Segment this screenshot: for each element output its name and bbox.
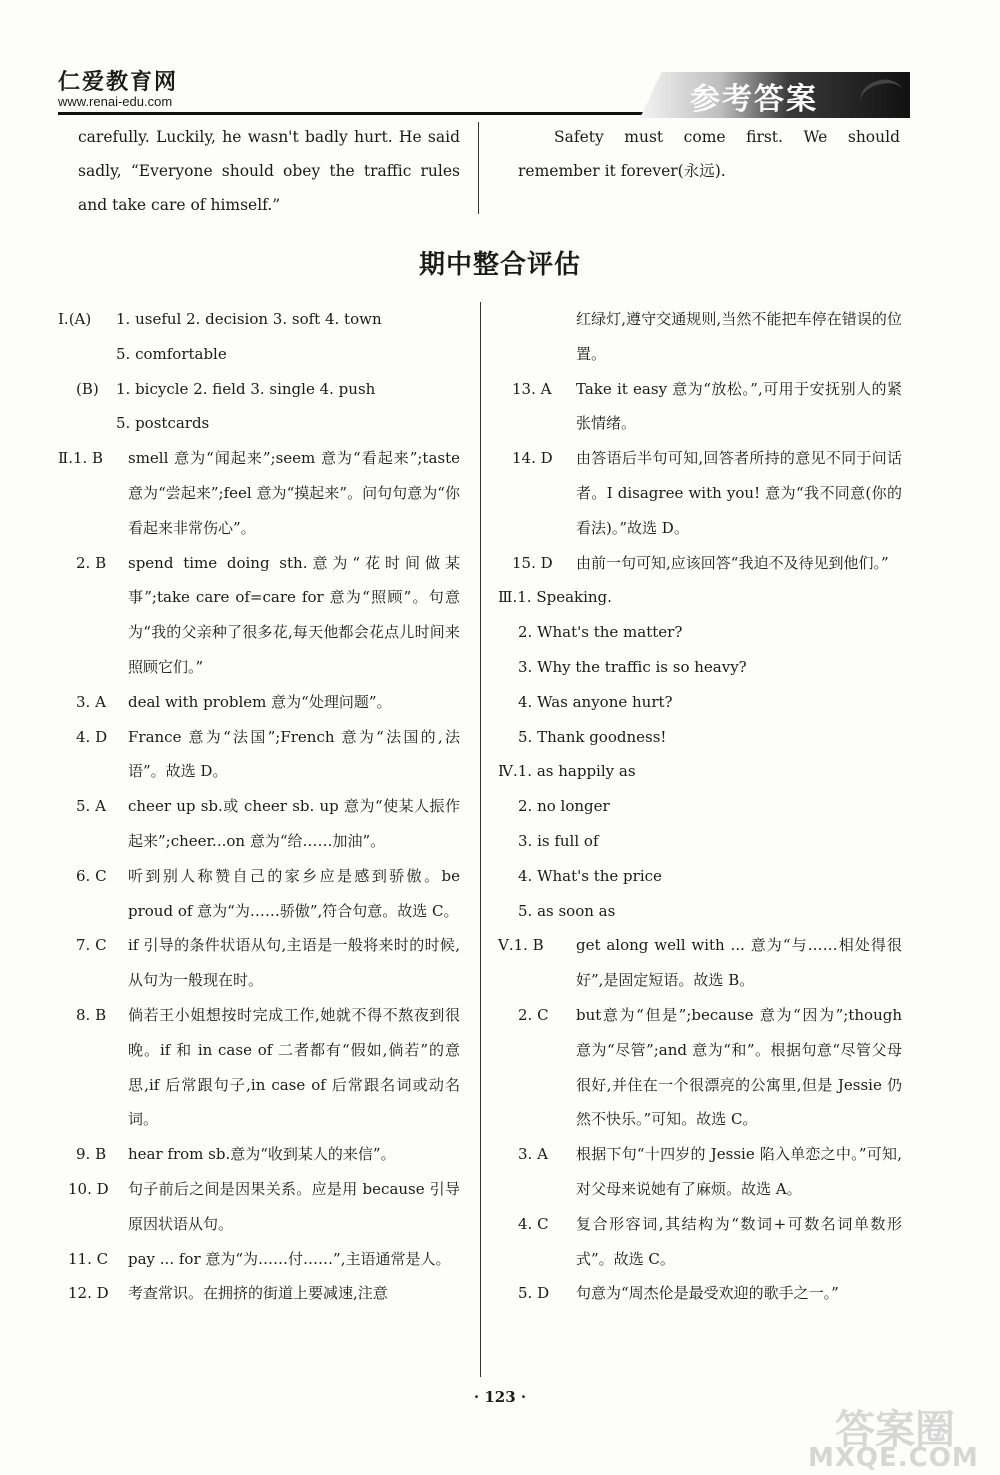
item-text: 1. bicycle 2. field 3. single 4. push (116, 379, 376, 398)
answer-ii-5 (58, 789, 460, 859)
item-text: 由答语后半句可知,回答者所持的意见不同于问话者。I disagree with you! 意为“我不同意(你的看法)。”故选 D。 (576, 449, 902, 537)
item-label: 2. C (518, 1005, 549, 1024)
item-label: 4. C (518, 1214, 549, 1233)
item-text: hear from sb.意为“收到某人的来信”。 (128, 1145, 396, 1164)
answer-ii-9 (58, 1137, 460, 1172)
item-text: if 引导的条件状语从句,主语是一般将来时的时候,从句为一般现在时。 (128, 936, 460, 990)
answer-i-a (58, 302, 460, 372)
item-text: 由前一句可知,应该回答“我迫不及待见到他们。” (576, 553, 889, 572)
item-label: 6. C (76, 866, 107, 885)
page-number: · 123 · (473, 1388, 527, 1406)
brand-name: 仁爱教育网 (58, 69, 179, 95)
watermark-url: MXQE.COM (808, 1443, 979, 1473)
answer-iii-1: Ⅲ.1. Speaking. (498, 588, 612, 607)
right-column (498, 302, 902, 1311)
answer-ii-12-continued (512, 302, 902, 372)
answer-v-5 (512, 1276, 902, 1311)
column-divider (480, 302, 481, 1377)
item-text: spend time doing sth.意为“花时间做某事”;take care of=care for 意为“照顾”。句意为“我的父亲种了很多花,每天他都会花点儿时间来照顾它们。” (128, 553, 460, 676)
item-text: 复合形容词,其结构为“数词+可数名词单数形式”。故选 C。 (576, 1214, 902, 1268)
item-text: cheer up sb.或 cheer sb. up 意为“使某人振作起来”;cheer...on 意为“给……加油”。 (128, 797, 460, 850)
header-rule (58, 112, 658, 115)
item-label: 5. A (76, 797, 106, 816)
answer-iii-2: 2. What's the matter? (518, 623, 683, 642)
answer-ii-8 (58, 998, 460, 1137)
answer-iv-3: 3. is full of (518, 831, 599, 850)
answer-iv-4: 4. What's the price (518, 866, 662, 885)
item-text: 1. useful 2. decision 3. soft 4. town (116, 310, 382, 328)
top-right-paragraph: Safety must come first. We should remember it forever(永远). (518, 128, 900, 180)
answer-ii-7 (58, 928, 460, 998)
answer-iii-3: 3. Why the traffic is so heavy? (518, 657, 747, 676)
answer-ii-11 (58, 1242, 460, 1277)
section-title: 期中整合评估 (418, 250, 581, 280)
item-label: (B) (76, 379, 99, 398)
item-text: 听到别人称赞自己的家乡应是感到骄傲。be proud of 意为“为……骄傲”,符合句意。故选 C。 (128, 866, 460, 920)
item-label: 13. A (512, 379, 552, 398)
item-label: 2. B (76, 553, 107, 572)
item-text: 句意为“周杰伦是最受欢迎的歌手之一。” (576, 1284, 839, 1303)
top-left-paragraph: carefully. Luckily, he wasn't badly hurt. He said sadly, “Everyone should obey the traffic rules and take care of himself.” (78, 128, 460, 214)
answer-v-1 (498, 928, 902, 998)
item-label: 5. D (518, 1284, 550, 1303)
answer-iv-2: 2. no longer (518, 797, 610, 816)
item-text: 倘若王小姐想按时完成工作,她就不得不熬夜到很晚。if 和 in case of 二者都有“假如,倘若”的意思,if 后常跟句子,in case of 后常跟名词或动名词。 (128, 1005, 460, 1129)
item-text: pay ... for 意为“为……付……”,主语通常是人。 (128, 1249, 451, 1268)
item-text: get along well with ... 意为“与……相处得很好”,是固定短语。故选 B。 (576, 936, 902, 990)
answer-ii-6 (58, 859, 460, 929)
item-label: 3. A (76, 692, 106, 711)
item-label: 4. D (76, 727, 108, 746)
answer-ii-14 (512, 441, 902, 545)
answer-ii-10 (58, 1172, 460, 1242)
answer-i-b (58, 372, 460, 442)
left-column (58, 302, 460, 1311)
answer-ii-3 (58, 685, 460, 720)
item-text: 考查常识。在拥挤的街道上要减速,注意 (128, 1284, 388, 1303)
item-text: 5. postcards (116, 414, 210, 433)
item-label: 9. B (76, 1145, 107, 1164)
item-text: Take it easy 意为“放松。”,可用于安抚别人的紧张情绪。 (576, 379, 902, 433)
item-label: 12. D (68, 1284, 109, 1303)
answer-iv-1: Ⅳ.1. as happily as (498, 762, 636, 781)
answer-v-3 (512, 1137, 902, 1207)
item-label: 11. C (68, 1249, 109, 1268)
item-label: 10. D (68, 1179, 109, 1198)
item-text: smell 意为“闻起来”;seem 意为“看起来”;taste 意为“尝起来”;feel 意为“摸起来”。问句句意为“你看起来非常伤心”。 (128, 449, 460, 537)
item-label: 15. D (512, 553, 553, 572)
answer-ii-1 (58, 441, 460, 545)
site-url: www.renai-edu.com (58, 94, 173, 109)
item-text: deal with problem 意为“处理问题”。 (128, 692, 392, 711)
answer-iv-5: 5. as soon as (518, 901, 616, 920)
answer-ii-4 (58, 720, 460, 790)
item-text: 句子前后之间是因果关系。应是用 because 引导原因状语从句。 (128, 1179, 460, 1233)
item-label: 7. C (76, 936, 107, 955)
watermark-logo-text: 答案圈 (835, 1407, 955, 1453)
answer-v-2 (512, 998, 902, 1137)
item-label: Ⅰ.(A) (58, 310, 92, 328)
item-label: 3. A (518, 1145, 548, 1164)
site-logo (58, 70, 178, 110)
item-text: 红绿灯,遵守交通规则,当然不能把车停在错误的位置。 (576, 310, 902, 363)
answer-ii-12 (58, 1276, 460, 1311)
item-text: France 意为“法国”;French 意为“法国的,法语”。故选 D。 (128, 727, 460, 781)
item-label: 8. B (76, 1005, 107, 1024)
top-column-divider (478, 122, 479, 214)
answer-ii-15 (512, 546, 902, 581)
banner-title: 参考答案 (690, 82, 818, 117)
answer-v-4 (512, 1207, 902, 1277)
top-continuation (78, 120, 908, 215)
item-text: 5. comfortable (116, 344, 227, 363)
answer-iii-5: 5. Thank goodness! (518, 727, 667, 746)
answer-iii-4: 4. Was anyone hurt? (518, 692, 673, 711)
answer-ii-13 (512, 372, 902, 442)
item-label: Ⅴ.1. B (498, 936, 544, 955)
item-text: but意为“但是”;because 意为“因为”;though 意为“尽管”;and 意为“和”。根据句意“尽管父母很好,并住在一个很漂亮的公寓里,但是 Jessie 仍然不快乐。”可知。故选 C。 (576, 1005, 902, 1129)
answer-ii-2 (58, 546, 460, 685)
item-text: 根据下句“十四岁的 Jessie 陷入单恋之中。”可知,对父母来说她有了麻烦。故选 A。 (576, 1145, 902, 1198)
item-label: Ⅱ.1. B (58, 449, 104, 468)
item-label: 14. D (512, 449, 553, 468)
